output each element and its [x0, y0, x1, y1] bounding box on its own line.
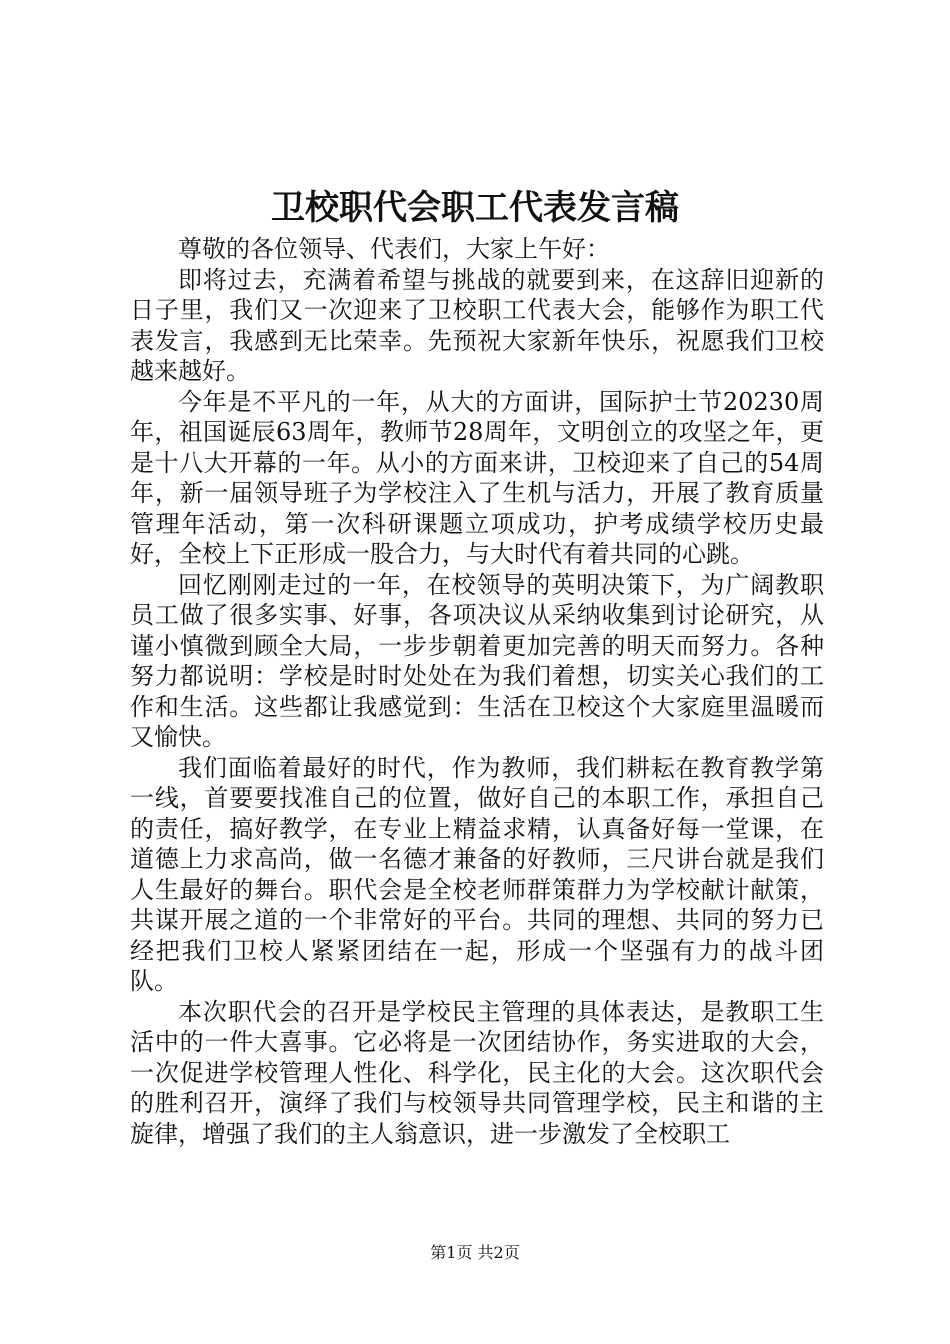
- document-title: 卫校职代会职工代表发言稿: [271, 188, 679, 228]
- document-body: [130, 234, 824, 1149]
- paragraph-2: 今年是不平凡的一年，从大的方面讲，国际护士节20230周年，祖国诞辰63周年，教师节28周年，文明创立的攻坚之年，更是十八大开幕的一年。从小的方面来讲，卫校迎来了自己的54周年，新一届领导班子为学校注入了生机与活力，开展了教育质量管理年活动，第一次科研课题立项成功，护考成绩学校历史最好，全校上下正形成一股合力，与大时代有着共同的心跳。: [130, 387, 824, 568]
- paragraph-1: 即将过去，充满着希望与挑战的就要到来，在这辞旧迎新的日子里，我们又一次迎来了卫校职工代表大会，能够作为职工代表发言，我感到无比荣幸。先预祝大家新年快乐，祝愿我们卫校越来越好。: [130, 265, 824, 385]
- paragraph-4: 我们面临着最好的时代，作为教师，我们耕耘在教育教学第一线，首要要找准自己的位置，做好自己的本职工作，承担自己的责任，搞好教学，在专业上精益求精，认真备好每一堂课，在道德上力求高尚，做一名德才兼备的好教师，三尺讲台就是我们人生最好的舞台。职代会是全校老师群策群力为学校献计献策，共谋开展之道的一个非常好的平台。共同的理想、共同的努力已经把我们卫校人紧紧团结在一起，形成一个坚强有力的战斗团队。: [130, 753, 824, 995]
- page-number-footer: 第1页 共2页: [430, 1243, 520, 1262]
- paragraph-5: 本次职代会的召开是学校民主管理的具体表达，是教职工生活中的一件大喜事。它必将是一次团结协作，务实进取的大会，一次促进学校管理人性化、科学化，民主化的大会。这次职代会的胜利召开，演绎了我们与校领导共同管理学校，民主和谐的主旋律，增强了我们的主人翁意识，进一步激发了全校职工: [130, 997, 824, 1148]
- paragraph-3: 回忆刚刚走过的一年，在校领导的英明决策下，为广阔教职员工做了很多实事、好事，各项决议从采纳收集到讨论研究，从谨小慎微到顾全大局，一步步朝着更加完善的明天而努力。各种努力都说明：学校是时时处处在为我们着想，切实关心我们的工作和生活。这些都让我感觉到：生活在卫校这个大家庭里温暖而又愉快。: [130, 570, 824, 751]
- paragraph-greeting: 尊敬的各位领导、代表们，大家上午好：: [178, 235, 610, 263]
